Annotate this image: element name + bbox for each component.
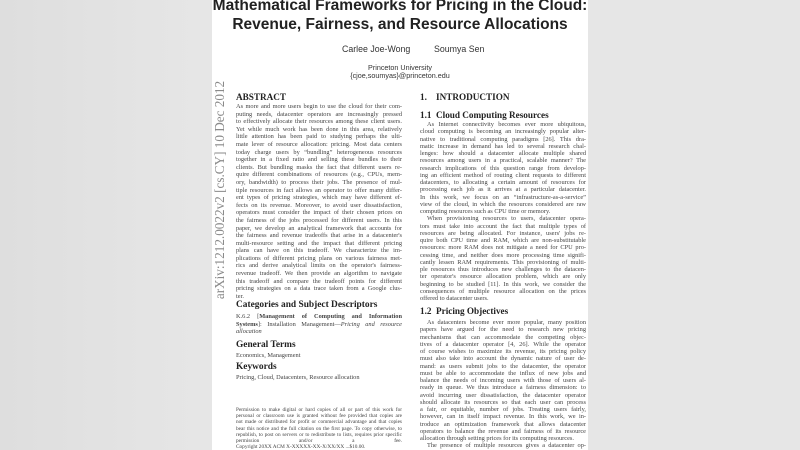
text-line: research implications of this question range from develop-: [420, 164, 586, 172]
category-rest: ]: Installation Management—: [257, 320, 341, 328]
text-line: plications of different pricing plans on various fairness met-: [236, 254, 402, 262]
text-line: lenges: how should a datacenter allocate multiple shared: [420, 150, 586, 157]
text-line: permission and/or a fee.: [236, 438, 402, 445]
text-line: Copyright 20XX ACM X-XXXXX-XX-X/XX/XX ...$10.00.: [236, 444, 366, 450]
text-line: mate lever of resource allocation: pricing. Most data centers: [236, 140, 402, 148]
section-title: Pricing Objectives: [436, 306, 509, 316]
text-line: As datacenters become ever more popular, many position: [427, 319, 586, 326]
text-line: view of the cloud, in which the resources considered are raw: [420, 200, 586, 208]
text-line: beginning to be studied [11]. In this work, we consider the: [420, 280, 586, 288]
text-line: of course wishes to maximize its revenue, its pricing policy: [420, 348, 586, 355]
section-number: 1.: [420, 92, 427, 102]
author-email: {cjoe,soumyas}@princeton.edu: [350, 71, 450, 80]
text-line: balance the needs of incoming users with those of users al-: [420, 377, 586, 384]
section-title: Cloud Computing Resources: [436, 110, 549, 120]
text-line: consequences of multiple resource allocation on the prices: [420, 287, 586, 295]
text-line: In this work, we focus on an “infrastructure-as-a-service”: [420, 193, 586, 201]
permission-notice: [236, 407, 402, 450]
text-line: ter.: [236, 292, 244, 300]
text-line: however, can in itself impact revenue. In this work, we in-: [420, 413, 586, 421]
categories-body: [236, 313, 402, 336]
text-line: rics and derive analytical limits on the operator's fairness-: [236, 262, 402, 270]
text-line: tors must take into account the fact that multiple types of: [420, 222, 586, 230]
text-line: ready in queue. We thus introduce a fairness dimension: to: [420, 384, 586, 392]
general-terms-heading: General Terms: [236, 340, 296, 350]
text-line: When provisioning resources to users, datacenter opera-: [427, 215, 586, 223]
text-line: ory, bandwidth) to process their jobs. The presence of mul-: [236, 178, 402, 186]
arxiv-stamp: arXiv:1212.0022v2 [cs.CY] 10 Dec 2012: [212, 80, 227, 300]
text-line: the fairness and revenue tradeoffs that arise in a datacenter's: [236, 232, 402, 240]
text-line: to effectively allocate their resources among these client users.: [236, 118, 402, 126]
text-line: ing an efficient method of routing client requests to different: [420, 171, 586, 179]
keywords: Pricing, Cloud, Datacenters, Resource allocation: [236, 374, 360, 381]
text-line: mechanisms that can accommodate the competing objec-: [420, 333, 586, 341]
text-line: tives of a datacenter operator [4, 26]. While the operator: [420, 340, 586, 348]
abstract-body: [236, 103, 402, 300]
text-line: processing each job as it arrives at a particular datacenter.: [420, 186, 586, 194]
text-line: together in a fixed ratio and selling these bundles to their: [236, 156, 402, 164]
title-line-1: Mathematical Frameworks for Pricing in the Cloud:: [212, 0, 588, 14]
category-code: K.6.2 [: [236, 313, 260, 320]
affiliation: Princeton University: [368, 63, 432, 72]
text-line: ent types of pricing strategies, which may have different ef-: [236, 194, 402, 202]
text-line: plans can have on this tradeoff. We characterize the im-: [236, 247, 402, 255]
text-line: revenue tradeoff. We then provide an algorithm to navigate: [236, 270, 402, 278]
text-line: papers have argued for the need to research new pricing: [420, 326, 586, 334]
text-line: operators to balance the revenue and fairness of its resource: [420, 427, 586, 435]
section-number: 1.1: [420, 110, 432, 120]
categories-heading: Categories and Subject Descriptors: [236, 300, 378, 310]
text-line: operators must consider the impact of their chosen prices on: [236, 209, 402, 217]
text-line: personal or classroom use is granted without fee provided that copies are: [236, 413, 402, 420]
text-line: multi-resource setting and the impact that different pricing: [236, 239, 402, 247]
paper-page: [212, 0, 588, 450]
text-line: quire both CPU time and RAM, which are non-substitutable: [420, 237, 586, 244]
text-line: matic increase in demand has led to several research chal-: [420, 142, 586, 150]
text-line: paper, we develop an analytical framework that accounts for: [236, 224, 402, 232]
category-bold: Management of Computing and Information: [259, 313, 402, 320]
text-line: this tradeoff and compare the tradeoff points for different: [236, 277, 402, 285]
text-line: bear this notice and the full citation on the first page. To copy otherwise, to: [236, 425, 402, 432]
text-line: today charge users by “bundling” heterogeneous resources: [236, 148, 402, 156]
text-line: cessing time, and neither does more processing time signifi-: [420, 251, 586, 259]
text-line: must also take into account the dynamic nature of user de-: [420, 355, 586, 363]
author-2: Soumya Sen: [434, 44, 485, 54]
text-line: little attention has been paid to studying perhaps the ulti-: [236, 133, 402, 141]
text-line: must be able to accommodate the influx of new jobs and: [420, 369, 586, 377]
text-line: avoid incurring user dissatisfaction, the datacenter operator: [420, 391, 586, 399]
category-italic-2: allocation: [236, 328, 262, 336]
text-line: cloud computing is becoming an increasingly popular alter-: [420, 128, 586, 136]
section-1-2-body: [420, 319, 586, 450]
title-line-2: Revenue, Fairness, and Resource Allocations: [232, 16, 568, 33]
text-line: The presence of multiple resources gives a datacenter op-: [427, 442, 586, 450]
text-line: resources: more RAM does not mitigate a need for CPU pro-: [420, 244, 586, 252]
general-terms: Economics, Management: [236, 352, 301, 359]
text-line: fects on its revenue. Moreover, to avoid user dissatisfaction,: [236, 201, 402, 209]
abstract-heading: ABSTRACT: [236, 92, 287, 102]
paper-title: [212, 0, 588, 34]
text-line: tiple resources in fact allows an operator to offer many differ-: [236, 186, 402, 194]
text-line: not made or distributed for profit or commercial advantage and that copies: [236, 419, 402, 426]
text-line: As Internet connectivity becomes ever more ubiquitous,: [427, 121, 586, 128]
text-line: quire different combinations of resources (e.g., CPUs, mem-: [236, 171, 402, 179]
text-line: mand: as users submit jobs to the datacenter, the operator: [420, 362, 586, 370]
text-line: republish, to post on servers or to redistribute to lists, requires prior specific: [236, 431, 402, 438]
text-line: a fair, or equitable, number of jobs. Treating users fairly,: [420, 406, 586, 413]
section-1-1-heading: [420, 110, 549, 120]
text-line: As more and more users begin to use the cloud for their com-: [236, 103, 402, 110]
section-1-2-heading: [420, 306, 508, 316]
text-line: puting needs, datacenter operators are increasingly pressed: [236, 110, 402, 118]
text-line: clients. But bundling masks the fact that different users re-: [236, 163, 402, 171]
text-line: the fairness of the jobs processed for different users. In this: [236, 216, 402, 224]
introduction-heading: [420, 92, 510, 102]
text-line: computing resources such as CPU time or memory.: [420, 208, 551, 215]
text-line: resources are being allocated. For instance, users' jobs re-: [420, 229, 586, 237]
text-line: ple resources thus introduces new challenges to the datacen-: [420, 266, 586, 273]
author-1: Carlee Joe-Wong: [342, 44, 411, 54]
text-line: native to traditional computing paradigms [26]. This dra-: [420, 135, 586, 143]
category-bold-2: Systems: [236, 320, 258, 328]
section-number: 1.2: [420, 306, 432, 316]
text-line: should allocate its resources so that each user can process: [420, 398, 586, 406]
section-1-1-body: [420, 121, 586, 302]
text-line: pricing strategies on a data trace taken from a Google clus-: [236, 285, 402, 293]
text-line: allocation through setting prices for its computing resources.: [420, 435, 574, 442]
category-italic: Pricing and resource: [340, 320, 402, 328]
text-line: datacenters, to allocating a certain amount of resources for: [420, 179, 586, 186]
text-line: offered to datacenter users.: [420, 295, 489, 302]
keywords-heading: Keywords: [236, 362, 277, 372]
section-title: INTRODUCTION: [436, 92, 510, 102]
text-line: resources among users in a practical, scalable manner? The: [420, 157, 586, 165]
text-line: Permission to make digital or hard copies of all or part of this work for: [236, 407, 402, 413]
text-line: ter operator's resource allocation problem, which are only: [420, 273, 586, 281]
text-line: Yet while much work has been done in this area, relatively: [236, 125, 402, 133]
text-line: troduce an optimization framework that allows datacenter: [420, 420, 586, 428]
text-line: cantly lessen RAM requirements. This provisioning of multi-: [420, 258, 586, 266]
